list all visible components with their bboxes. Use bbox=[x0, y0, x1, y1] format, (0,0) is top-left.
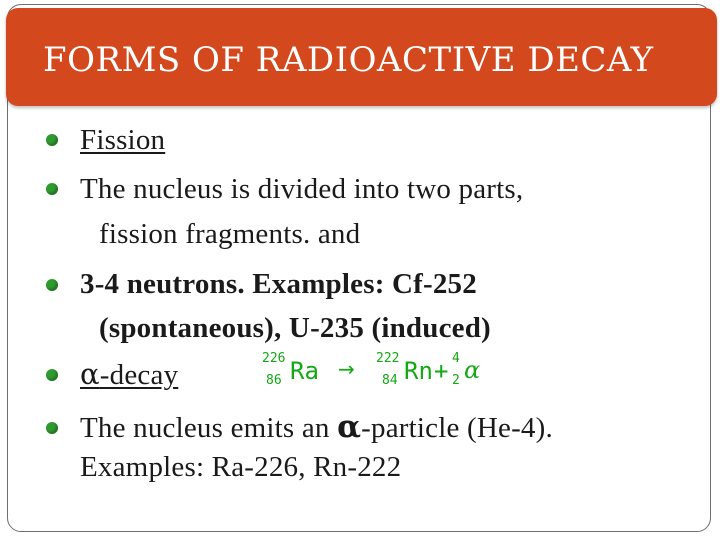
ra-atomic-number: 86 bbox=[266, 373, 282, 388]
bullet-neutrons-line1: 3-4 neutrons. Examples: Cf-252 bbox=[80, 268, 477, 300]
plus-sign: + bbox=[434, 357, 449, 385]
bullet-icon bbox=[46, 279, 58, 291]
ra-mass-number: 226 bbox=[262, 351, 286, 366]
alpha-symbol: α bbox=[80, 357, 100, 391]
title-bar bbox=[6, 8, 717, 106]
alpha-particle-symbol: α bbox=[464, 356, 481, 384]
alpha-particle-glyph: α bbox=[337, 409, 362, 445]
alpha-decay-equation bbox=[262, 352, 522, 392]
emits-text: The nucleus emits an bbox=[80, 412, 338, 444]
rn-mass-number: 222 bbox=[376, 351, 400, 366]
reaction-arrow-icon: → bbox=[338, 357, 355, 381]
bullet-icon bbox=[46, 369, 58, 381]
alpha-mass-number: 4 bbox=[452, 351, 460, 366]
bullet-fission: Fission bbox=[80, 124, 166, 156]
bullet-icon bbox=[46, 422, 58, 434]
bullet-icon bbox=[46, 134, 58, 146]
rn-symbol: Rn bbox=[404, 357, 433, 385]
alpha-atomic-number: 2 bbox=[452, 373, 460, 388]
bullet-nucleus-divided-line2: fission fragments. and bbox=[99, 218, 361, 250]
bullet-emits-alpha-line1 bbox=[80, 409, 553, 445]
bullet-neutrons-line2: (spontaneous), U-235 (induced) bbox=[99, 312, 491, 344]
alpha-decay-label: -decay bbox=[99, 359, 179, 391]
ra-symbol: Ra bbox=[290, 357, 319, 385]
particle-text: -particle (He-4). bbox=[361, 412, 553, 444]
bullet-emits-alpha-line2: Examples: Ra-226, Rn-222 bbox=[80, 451, 402, 483]
bullet-icon bbox=[46, 183, 58, 195]
bullet-nucleus-divided-line1: The nucleus is divided into two parts, bbox=[80, 173, 524, 205]
bullet-alpha-decay bbox=[80, 357, 179, 391]
slide-title: FORMS OF RADIOACTIVE DECAY bbox=[43, 40, 654, 80]
rn-atomic-number: 84 bbox=[382, 373, 398, 388]
